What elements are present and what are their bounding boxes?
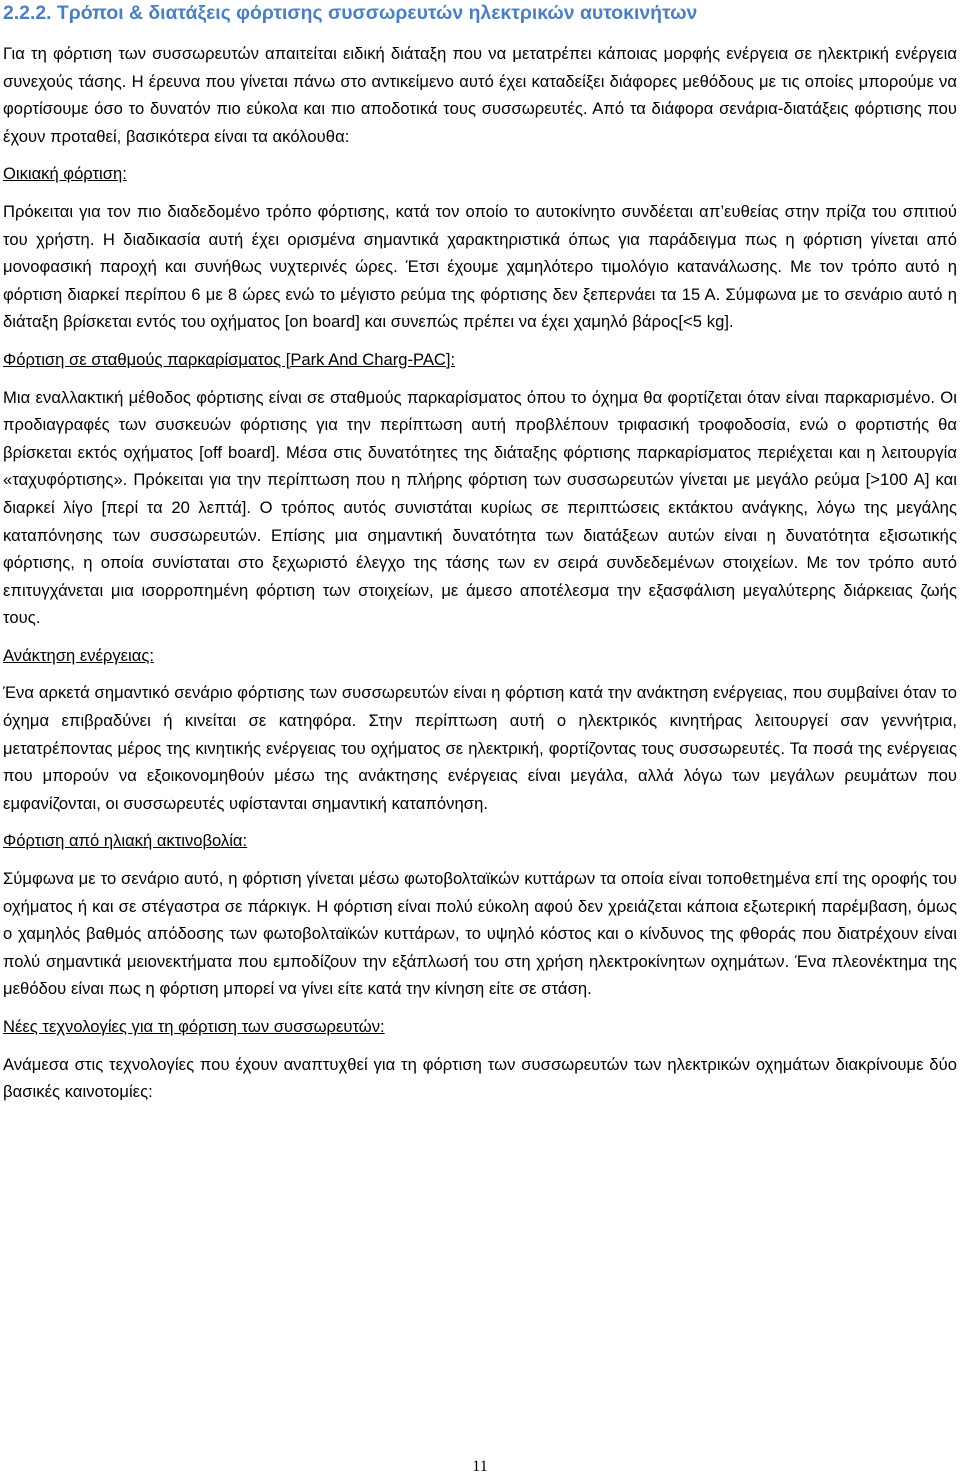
subsection-text-home-charging: Πρόκειται για τον πιο διαδεδομένο τρόπο φόρτισης, κατά τον οποίο το αυτοκίνητο συνδέεται απ’ευθείας στην πρίζα του σπιτιού του χρήστη. Η διαδικασία αυτή έχει ορισμένα σημαντικά χαρακτηριστικά όπως για παράδειγμα πως η φόρτιση γίνεται από μονοφασική παροχή και συνήθως νυχτερινές ώρες. Έτσι έχουμε χαμηλότερο τιμολόγιο κατανάλωσης. Με τον τρόπο αυτό η φόρτιση διαρκεί περίπου 6 με 8 ώρες ενώ το μέγιστο ρεύμα της φόρτισης δεν ξεπερνάει τα 15 Α. Σύμφωνα με το σενάριο αυτό η διάταξη βρίσκεται εντός του οχήματος [on board] και συνεπώς πρέπει να έχει χαμηλό βάρος[<5 kg]. [3,201,957,332]
page-number: 11 [472,1458,488,1475]
intro-paragraph: Για τη φόρτιση των συσσωρευτών απαιτείται ειδική διάταξη που να μετατρέπει κάποιας μορφής ενέργεια σε ηλεκτρική ενέργεια συνεχούς τάσης. Η έρευνα που γίνεται πάνω στο αντικείμενο αυτό έχει καταδείξει διάφορες μεθόδους με τις οποίες μπορούμε να φορτίσουμε όσο το δυνατόν πιο εύκολα και πιο αποδοτικά τους συσσωρευτές. Από τα διάφορα σενάρια-διατάξεις φόρτισης που έχουν προταθεί, βασικότερα είναι τα ακόλουθα: [3,44,957,146]
subsection-text-new-technologies: Ανάμεσα στις τεχνολογίες που έχουν αναπτυχθεί για τη φόρτιση των συσσωρευτών των ηλεκτρικών οχημάτων διακρίνουμε δύο βασικές καινοτομίες: [3,1054,957,1102]
section-heading: 2.2.2. Τρόποι & διατάξεις φόρτισης συσσωρευτών ηλεκτρικών αυτοκινήτων [3,2,698,24]
subsection-title-park-and-charge: Φόρτιση σε σταθμούς παρκαρίσματος [Park And Charg-PAC]: [3,349,456,369]
subsection-text-solar-charging: Σύμφωνα με το σενάριο αυτό, η φόρτιση γίνεται μέσω φωτοβολταϊκών κυττάρων τα οποία είναι τοποθετημένα επί της οροφής του οχήματος ή και σε στέγαστρα σε πάρκιγκ. Η φόρτιση είναι πολύ εύκολη αφού δεν χρειάζεται κάποια εξωτερική παρέμβαση, όμως ο χαμηλός βαθμός απόδοσης των φωτοβολταϊκών κυττάρων, το υψηλό κόστος και ο κίνδυνος της φθοράς που διατρέχουν είναι πολύ σημαντικά μειονεκτήματα που εμποδίζουν την εξάπλωσή του στη χρήση ηλεκτροκίνητων οχημάτων. Ένα πλεονέκτημα της μεθόδου είναι πως η φόρτιση μπορεί να γίνει είτε κατά την κίνηση είτε σε στάση. [3,869,957,999]
subsection-title-home-charging: Οικιακή φόρτιση: [3,164,127,184]
subsection-text-energy-recovery: Ένα αρκετά σημαντικό σενάριο φόρτισης των συσσωρευτών είναι η φόρτιση κατά την ανάκτηση ενέργειας, που συμβαίνει όταν το όχημα επιβραδύνει ή κινείται σε κατηφόρα. Στην περίπτωση αυτή ο ηλεκτρικός κινητήρας λειτουργεί σαν γεννήτρια, μετατρέποντας μέρος της κινητικής ενέργειας του οχήματος σε ηλεκτρική, φορτίζοντας τους συσσωρευτές. Τα ποσά της ενέργειας που μπορούν να εξοικονομηθούν μέσω της ανάκτησης ενέργειας είναι μεγάλα, αλλά λόγω των μεγάλων ρευμάτων που εμφανίζονται, οι συσσωρευτές υφίστανται σημαντική καταπόνηση. [3,683,957,813]
subsection-title-new-technologies: Νέες τεχνολογίες για τη φόρτιση των συσσωρευτών: [3,1017,385,1036]
subsection-title-energy-recovery: Ανάκτηση ενέργειας: [3,645,154,665]
subsection-text-park-and-charge: Μια εναλλακτική μέθοδος φόρτισης είναι σε σταθμούς παρκαρίσματος όπου το όχημα θα φορτίζεται όταν είναι παρκαρισμένο. Οι προδιαγραφές των συσκευών φόρτισης για την περίπτωση αυτή προβλέπουν τριφασική τροφοδοσία, ενώ ο φορτιστής θα βρίσκεται εκτός οχήματος [off board]. Μέσα στις δυνατότητες της διάταξης φόρτισης παρκαρίσματος περιέχεται και η λειτουργία «ταχυφόρτισης». Πρόκειται για την περίπτωση που η πλήρης φόρτιση των συσσωρευτών γίνεται με μεγάλο ρεύμα [>100 A] και διαρκεί λίγο [περί τα 20 λεπτά]. Ο τρόπος αυτός συνιστάται κυρίως σε περιπτώσεις εκτάκτου ανάγκης, λόγω της μεγάλης καταπόνησης των συσσωρευτών. Επίσης μια σημαντική δυνατότητα των διατάξεων αυτών είναι η δυνατότητα εξισωτικής φόρτισης, η οποία συνίσταται στο ξεχωριστό έλεγχο της τάσης των εν σειρά συνδεδεμένων στοιχείων. Με τον τρόπο αυτό επιτυγχάνεται μια ισορροπημένη φόρτιση των στοιχείων, με άμεσο αποτέλεσμα την εξασφάλιση μεγαλύτερης διάρκειας ζωής τους. [3,387,957,628]
subsection-title-solar-charging: Φόρτιση από ηλιακή ακτινοβολία: [3,831,248,851]
